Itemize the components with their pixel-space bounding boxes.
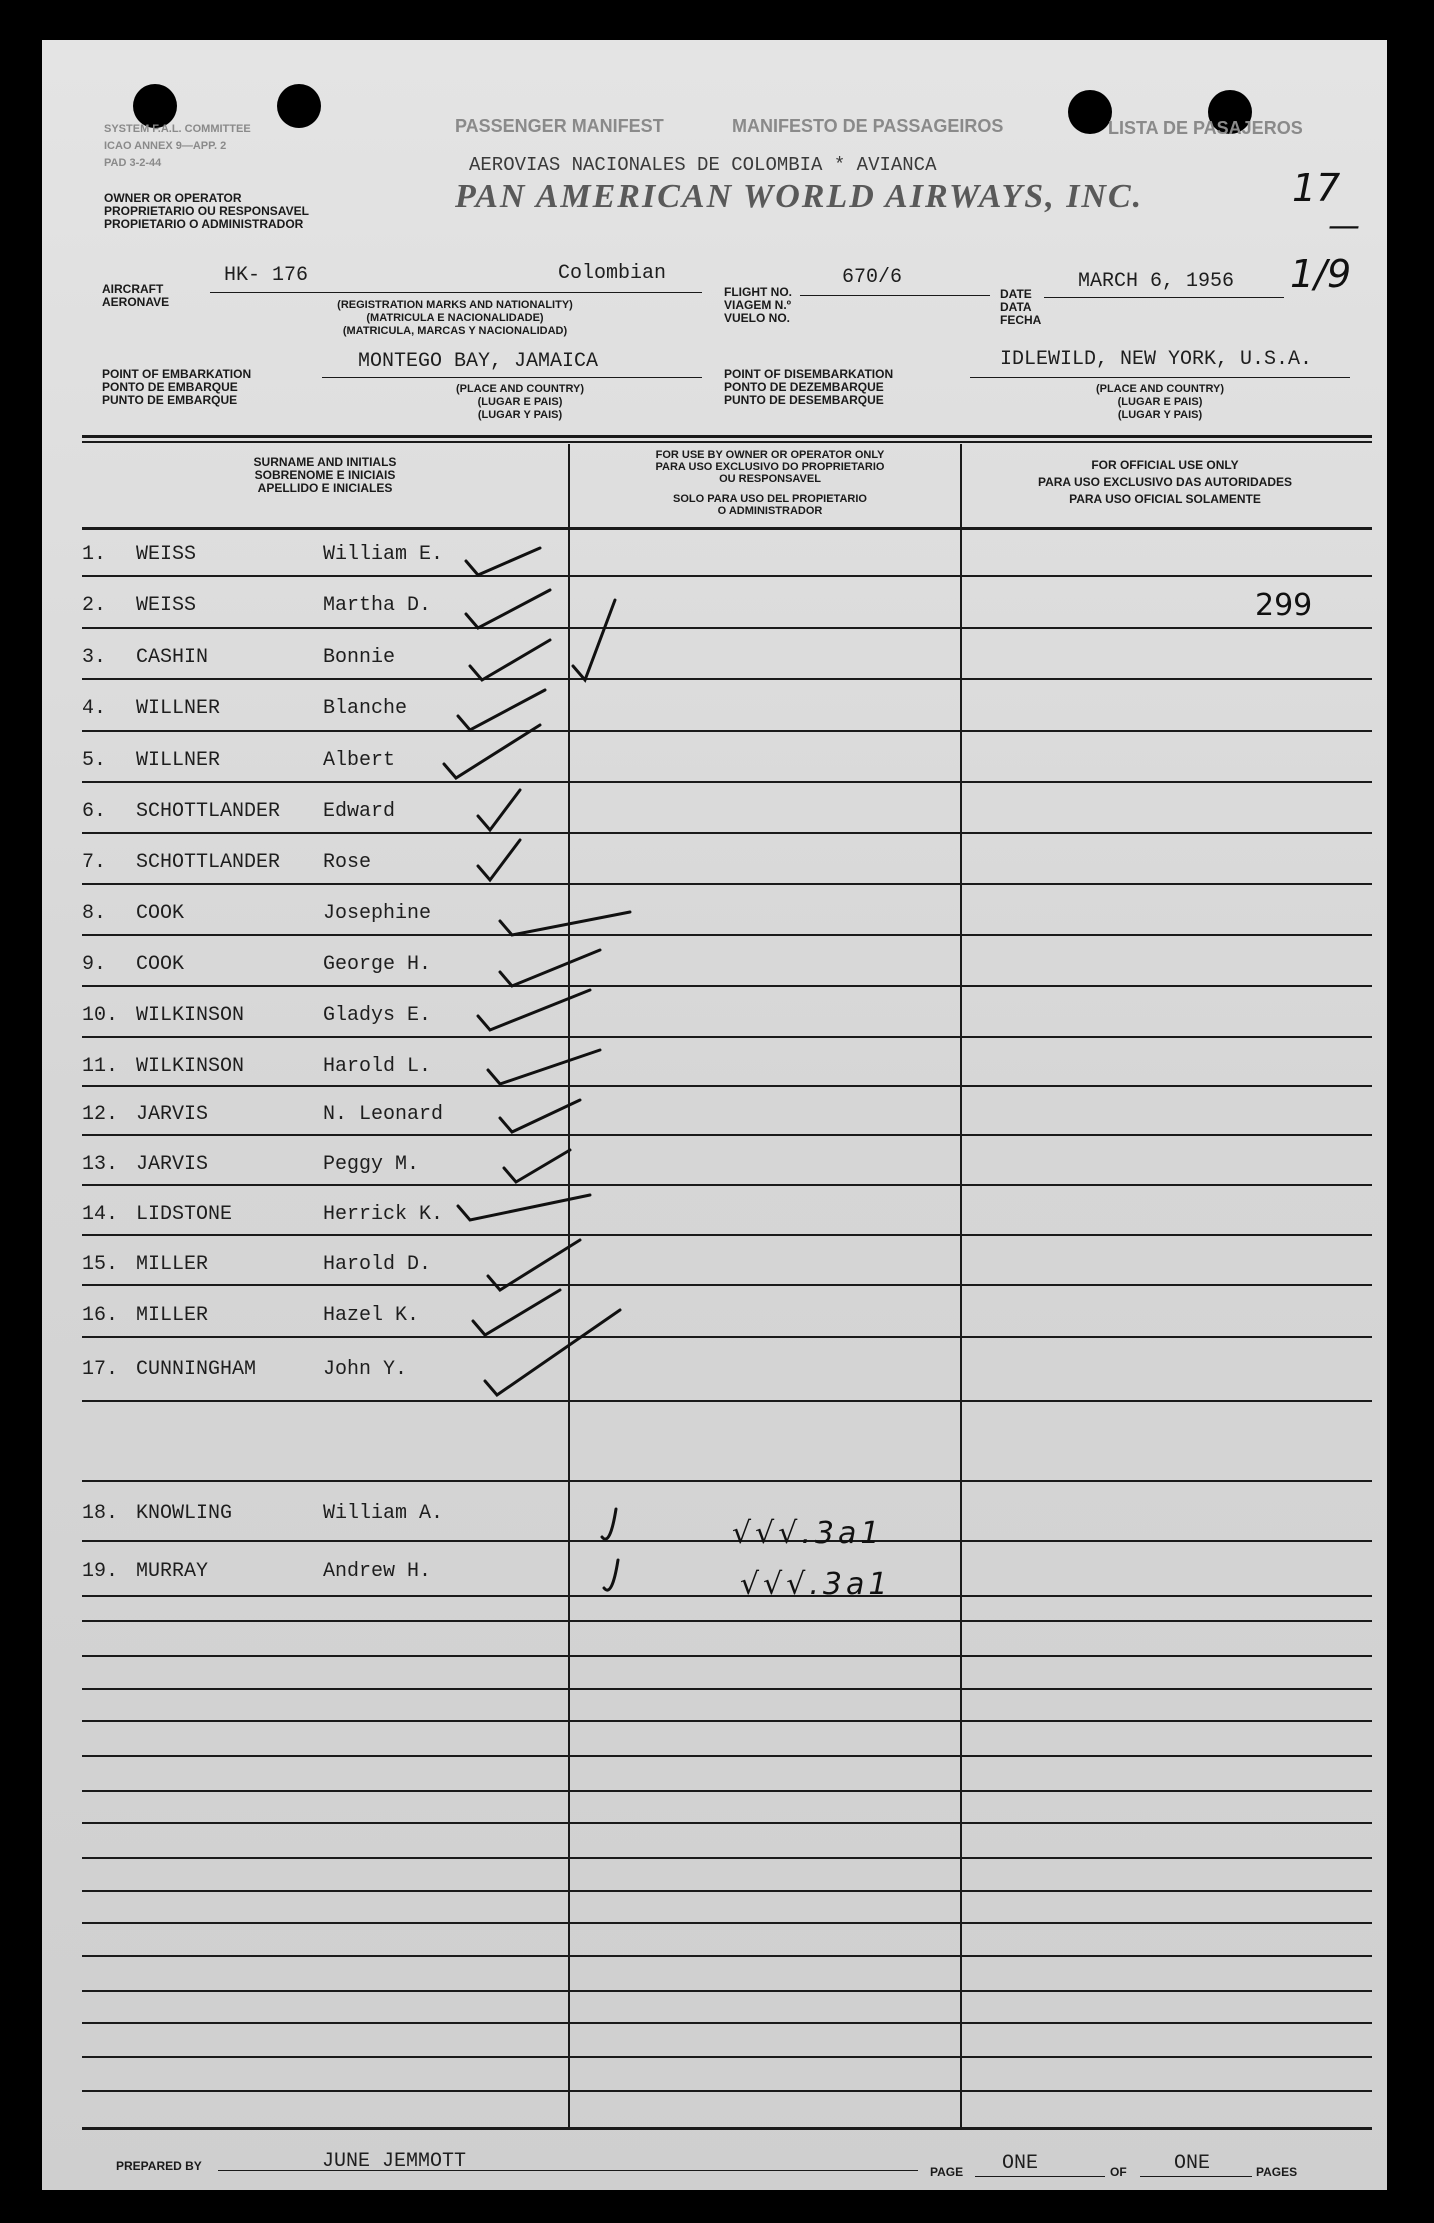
passenger-surname: MILLER [136, 1253, 209, 1276]
passenger-surname: LIDSTONE [136, 1203, 233, 1226]
passenger-surname: MURRAY [136, 1560, 209, 1583]
passenger-number: 12. [82, 1103, 119, 1126]
prepared-by-label: PREPARED BY [116, 2159, 202, 2173]
embarkation-point: MONTEGO BAY, JAMAICA [358, 350, 599, 373]
passenger-surname: WEISS [136, 594, 197, 617]
passenger-number: 17. [82, 1358, 119, 1381]
col-owner-2: PARA USO EXCLUSIVO DO PROPRIETARIO [655, 461, 885, 473]
owner-note-18: √√√.3a1 [732, 1516, 884, 1551]
typed-operator: AEROVIAS NACIONALES DE COLOMBIA * AVIANCA [469, 154, 937, 176]
passenger-number: 5. [82, 749, 107, 772]
passenger-number: 7. [82, 851, 107, 874]
passenger-number: 19. [82, 1560, 119, 1583]
aircraft-label: AIRCRAFT [102, 282, 164, 296]
passenger-surname: KNOWLING [136, 1502, 233, 1525]
passenger-number: 2. [82, 594, 107, 617]
passenger-number: 11. [82, 1055, 119, 1078]
passenger-given-name: Andrew H. [323, 1560, 432, 1583]
col-official-pt: PARA USO EXCLUSIVO DAS AUTORIDADES [1037, 475, 1293, 489]
col-official-en: FOR OFFICIAL USE ONLY [1091, 458, 1239, 472]
viagem-label: VIAGEM N.º [724, 298, 792, 312]
passenger-given-name: William E. [323, 543, 444, 566]
passenger-number: 9. [82, 953, 107, 976]
passenger-surname: CASHIN [136, 646, 209, 669]
passenger-surname: WILLNER [136, 697, 221, 720]
passenger-number: 18. [82, 1502, 119, 1525]
fecha-label: FECHA [1000, 313, 1042, 327]
handwritten-page-count: 17 [1292, 166, 1341, 210]
passenger-given-name: Martha D. [323, 594, 432, 617]
passenger-number: 14. [82, 1203, 119, 1226]
passenger-number: 3. [82, 646, 107, 669]
passenger-surname: COOK [136, 902, 185, 925]
handwritten-dash: — [1328, 206, 1360, 244]
passenger-number: 10. [82, 1004, 119, 1027]
passenger-given-name: Bonnie [323, 646, 396, 669]
official-mark-299: 299 [1255, 588, 1313, 623]
aircraft-sub-2: (MATRICULA E NACIONALIDADE) [366, 312, 544, 324]
disembark-sub-1: (PLACE AND COUNTRY) [1095, 383, 1225, 395]
col-official-es: PARA USO OFICIAL SOLAMENTE [1069, 492, 1261, 506]
col-owner-5: O ADMINISTRADOR [717, 505, 823, 517]
aircraft-nationality: Colombian [558, 262, 667, 285]
disembark-label-pt: PONTO DE DEZEMBARQUE [724, 380, 884, 394]
form-ref-1: SYSTEM F.A.L. COMMITTEE [104, 123, 251, 135]
flight-label: FLIGHT NO. [724, 285, 792, 299]
col-owner-3: OU RESPONSAVEL [719, 473, 821, 485]
vuelo-label: VUELO NO. [724, 311, 791, 325]
disembark-sub-2: (LUGAR E PAIS) [1117, 396, 1203, 408]
passenger-number: 8. [82, 902, 107, 925]
prepared-by-value: JUNE JEMMOTT [322, 2150, 467, 2173]
handwritten-fraction: 1/9 [1290, 252, 1352, 296]
embark-sub-2: (LUGAR E PAIS) [477, 396, 563, 408]
passenger-surname: WILLNER [136, 749, 221, 772]
aircraft-sub-1: (REGISTRATION MARKS AND NATIONALITY) [337, 299, 573, 311]
passenger-number: 6. [82, 800, 107, 823]
col-surname-es: APELLIDO E INICIALES [257, 481, 393, 495]
passenger-given-name: Gladys E. [323, 1004, 432, 1027]
passenger-given-name: Harold D. [323, 1253, 432, 1276]
owner-note-19: √√√.3a1 [740, 1567, 892, 1602]
passenger-given-name: Hazel K. [323, 1304, 420, 1327]
passenger-surname: WILKINSON [136, 1055, 245, 1078]
passenger-surname: COOK [136, 953, 185, 976]
passenger-given-name: Harold L. [323, 1055, 432, 1078]
page-value: ONE [1002, 2152, 1039, 2175]
aeronave-label: AERONAVE [102, 295, 170, 309]
passenger-given-name: Edward [323, 800, 396, 823]
embark-sub-3: (LUGAR Y PAIS) [477, 409, 563, 421]
passenger-surname: WEISS [136, 543, 197, 566]
date-label: DATE [1000, 287, 1032, 301]
printed-operator: PAN AMERICAN WORLD AIRWAYS, INC. [455, 178, 1144, 215]
passenger-number: 16. [82, 1304, 119, 1327]
owner-label-pt: PROPRIETARIO OU RESPONSAVEL [104, 204, 309, 218]
passenger-surname: JARVIS [136, 1103, 209, 1126]
passenger-given-name: John Y. [323, 1358, 408, 1381]
passenger-given-name: Herrick K. [323, 1203, 444, 1226]
disembark-label-en: POINT OF DISEMBARKATION [724, 367, 894, 381]
passenger-surname: WILKINSON [136, 1004, 245, 1027]
col-owner-4: SOLO PARA USO DEL PROPIETARIO [673, 493, 867, 505]
title-pt: MANIFESTO DE PASSAGEIROS [732, 116, 1004, 136]
embark-sub-1: (PLACE AND COUNTRY) [455, 383, 585, 395]
data-label: DATA [1000, 300, 1032, 314]
embark-label-es: PUNTO DE EMBARQUE [102, 393, 238, 407]
pages-label: PAGES [1256, 2165, 1298, 2179]
passenger-given-name: William A. [323, 1502, 444, 1525]
passenger-given-name: Peggy M. [323, 1153, 420, 1176]
flight-number: 670/6 [842, 266, 903, 289]
passenger-surname: MILLER [136, 1304, 209, 1327]
col-surname-pt: SOBRENOME E INICIAIS [254, 468, 396, 482]
passenger-number: 1. [82, 543, 107, 566]
disembarkation-point: IDLEWILD, NEW YORK, U.S.A. [1000, 348, 1313, 371]
passenger-given-name: Blanche [323, 697, 408, 720]
title-en: PASSENGER MANIFEST [455, 116, 664, 136]
title-es: LISTA DE PASAJEROS [1108, 118, 1303, 138]
passenger-given-name: N. Leonard [323, 1103, 444, 1126]
form-ref-2: ICAO ANNEX 9—APP. 2 [104, 140, 227, 152]
disembark-sub-3: (LUGAR Y PAIS) [1117, 409, 1203, 421]
passenger-surname: JARVIS [136, 1153, 209, 1176]
passenger-given-name: George H. [323, 953, 432, 976]
of-value: ONE [1174, 2152, 1211, 2175]
embark-label-pt: PONTO DE EMBARQUE [102, 380, 238, 394]
passenger-given-name: Rose [323, 851, 372, 874]
passenger-number: 15. [82, 1253, 119, 1276]
passenger-number: 4. [82, 697, 107, 720]
of-label: OF [1110, 2165, 1127, 2179]
page-label: PAGE [930, 2165, 964, 2179]
passenger-given-name: Josephine [323, 902, 432, 925]
form-ref-3: PAD 3-2-44 [104, 157, 162, 169]
owner-label-es: PROPIETARIO O ADMINISTRADOR [104, 217, 304, 231]
passenger-surname: CUNNINGHAM [136, 1358, 257, 1381]
aircraft-registration: HK- 176 [224, 264, 309, 287]
passenger-given-name: Albert [323, 749, 396, 772]
col-owner-1: FOR USE BY OWNER OR OPERATOR ONLY [655, 449, 885, 461]
passenger-surname: SCHOTTLANDER [136, 851, 281, 874]
owner-label-en: OWNER OR OPERATOR [104, 191, 242, 205]
col-surname-en: SURNAME AND INITIALS [253, 455, 397, 469]
flight-date: MARCH 6, 1956 [1078, 270, 1235, 293]
aircraft-sub-3: (MATRICULA, MARCAS Y NACIONALIDAD) [342, 325, 568, 337]
passenger-surname: SCHOTTLANDER [136, 800, 281, 823]
embark-label-en: POINT OF EMBARKATION [102, 367, 252, 381]
disembark-label-es: PUNTO DE DESEMBARQUE [724, 393, 884, 407]
passenger-number: 13. [82, 1153, 119, 1176]
